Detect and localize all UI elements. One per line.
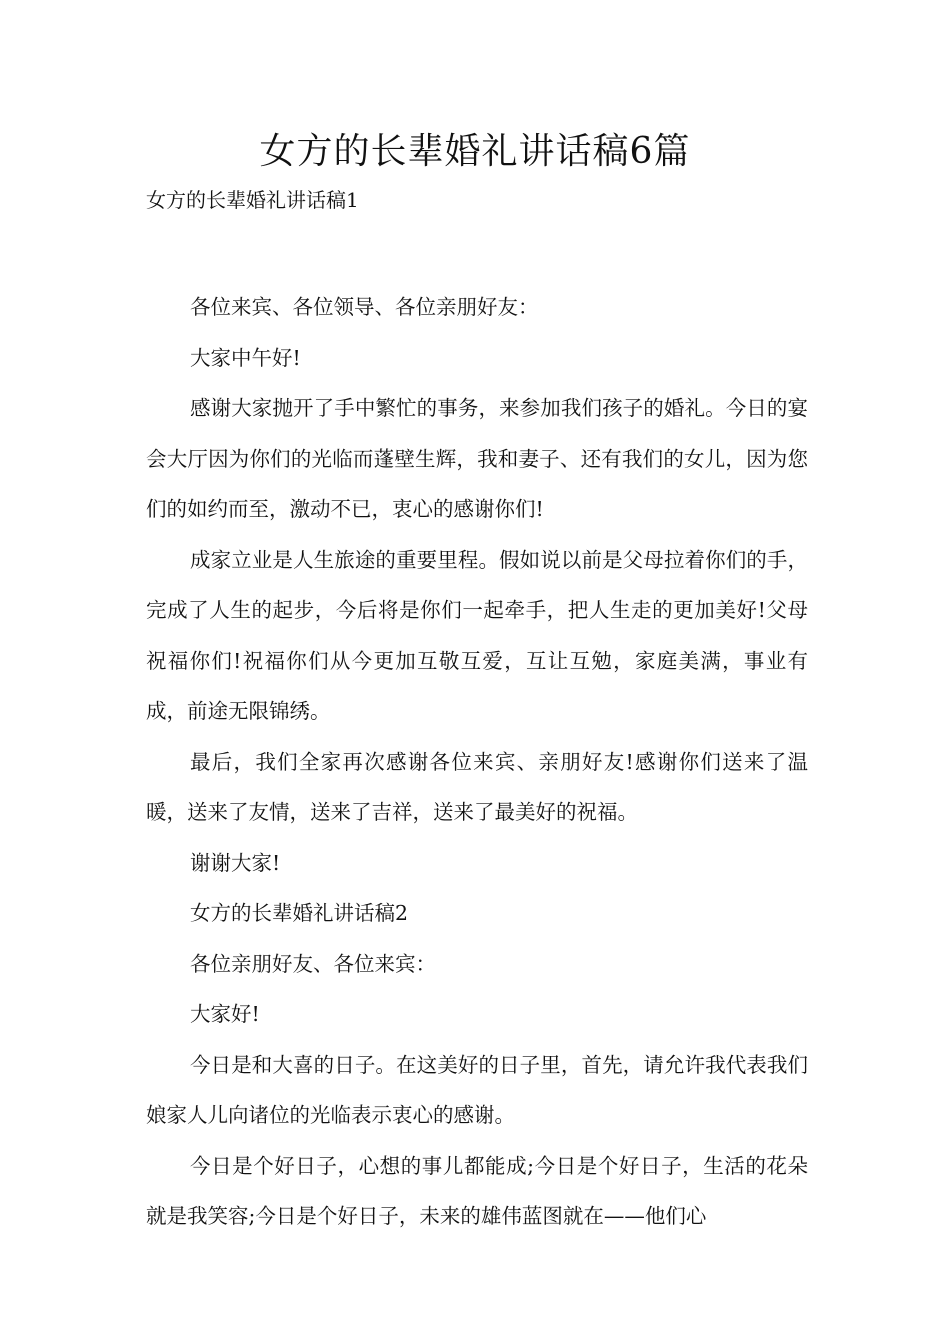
paragraph: 最后，我们全家再次感谢各位来宾、亲朋好友!感谢你们送来了温暖，送来了友情，送来了吉祥，送来了最美好的祝福。 <box>146 749 808 824</box>
paragraph: 今日是个好日子，心想的事儿都能成;今日是个好日子，生活的花朵就是我笑容;今日是个好日子，未来的雄伟蓝图就在——他们心 <box>146 1153 808 1228</box>
paragraph: 感谢大家抛开了手中繁忙的事务，来参加我们孩子的婚礼。今日的宴会大厅因为你们的光临而蓬壁生辉，我和妻子、还有我们的女儿，因为您们的如约而至，激动不已，衷心的感谢你们! <box>146 396 808 521</box>
document-title: 女方的长辈婚礼讲话稿6篇 <box>259 131 691 172</box>
paragraph: 大家中午好! <box>190 345 301 370</box>
paragraph: 各位来宾、各位领导、各位亲朋好友： <box>190 295 539 319</box>
section-heading-2: 女方的长辈婚礼讲话稿2 <box>190 901 409 925</box>
paragraph: 各位亲朋好友、各位来宾： <box>190 951 436 976</box>
document-body <box>146 282 808 1242</box>
paragraph: 谢谢大家! <box>190 850 281 875</box>
paragraph: 今日是和大喜的日子。在这美好的日子里，首先，请允许我代表我们娘家人儿向诸位的光临表示衷心的感谢。 <box>146 1052 808 1127</box>
paragraph: 大家好! <box>190 1002 260 1026</box>
paragraph: 成家立业是人生旅途的重要里程。假如说以前是父母拉着你们的手，完成了人生的起步，今后将是你们一起牵手，把人生走的更加美好!父母祝福你们!祝福你们从今更加互敬互爱，互让互勉，家庭美满，事业有成，前途无限锦绣。 <box>146 547 808 723</box>
section-heading: 女方的长辈婚礼讲话稿1 <box>146 188 359 212</box>
